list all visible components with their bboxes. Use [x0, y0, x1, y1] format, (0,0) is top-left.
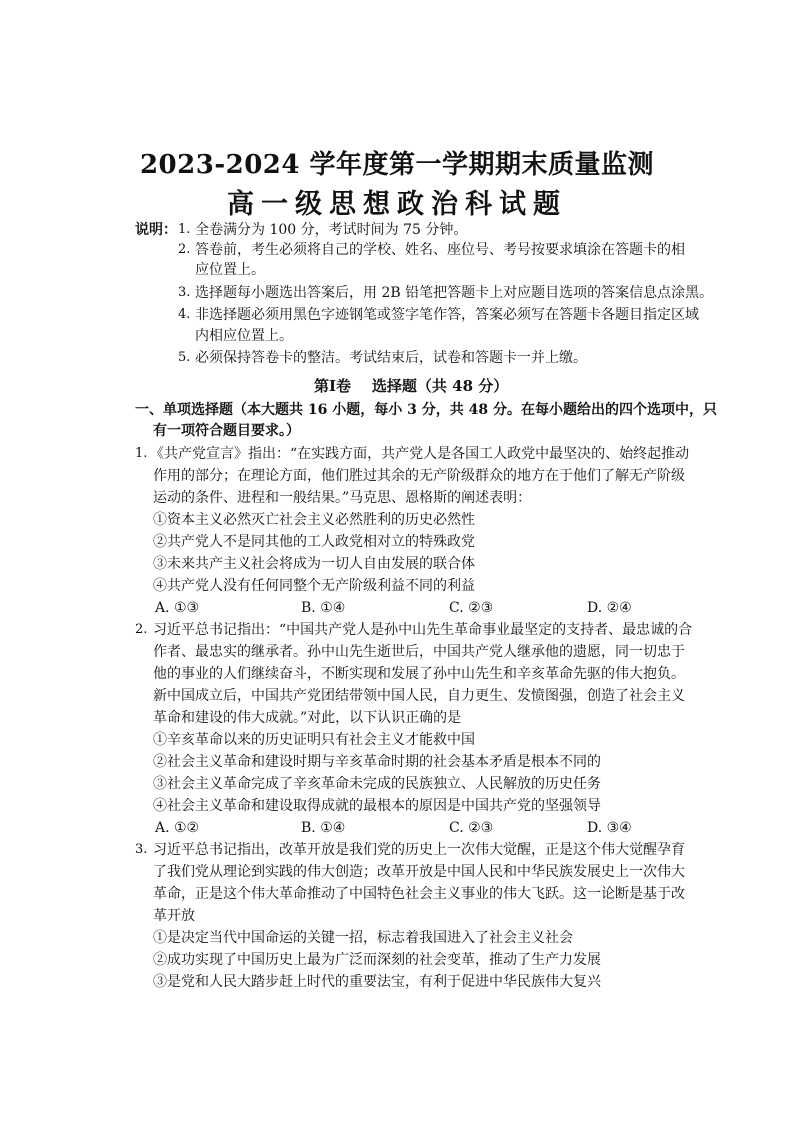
question-number: 1.	[135, 446, 148, 461]
statement: ①是决定当代中国命运的关键一招，标志着我国进入了社会主义社会	[153, 930, 573, 946]
statement: ②共产党人不是同其他的工人政党相对立的特殊政党	[153, 534, 475, 550]
option-d: D. ②④	[587, 600, 632, 616]
instruction-text: 必须保持答卷卡的整洁。考试结束后，试卷和答题卡一并上缴。	[195, 350, 587, 366]
question-text: 《共产党宣言》指出：“在实践方面，共产党人是各国工人政党中最坚决的、始终起推动	[150, 446, 690, 462]
question-number: 3.	[135, 842, 148, 857]
option-c: C. ②③	[449, 820, 494, 836]
option-b: B. ①④	[301, 600, 346, 616]
question-text: 他的事业的人们继续奋斗，不断实现和发展了孙中山先生和辛亥革命先驱的伟大抱负。	[153, 666, 685, 682]
instruction-text: 答卷前，考生必须将自己的学校、姓名、座位号、考号按要求填涂在答题卡的相	[195, 242, 685, 258]
option-b: B. ①④	[301, 820, 346, 836]
question-text: 习近平总书记指出，改革开放是我们党的历史上一次伟大觉醒，正是这个伟大觉醒孕育	[153, 842, 685, 858]
question-text: 习近平总书记指出：“中国共产党人是孙中山先生革命事业最坚定的支持者、最忠诚的合	[153, 622, 693, 638]
instruction-text: 应位置上。	[195, 262, 265, 278]
statement: ④社会主义革命和建设取得成就的最根本的原因是中国共产党的坚强领导	[153, 798, 601, 814]
statement: ③社会主义革命完成了辛亥革命未完成的民族独立、人民解放的历史任务	[153, 776, 601, 792]
statement: ②社会主义革命和建设时期与辛亥革命时期的社会基本矛盾是根本不同的	[153, 754, 601, 770]
question-text: 新中国成立后，中国共产党团结带领中国人民，自力更生、发愤图强，创造了社会主义	[153, 688, 685, 704]
question-text: 革命，正是这个伟大革命推动了中国特色社会主义事业的伟大飞跃。这一论断是基于改	[153, 886, 685, 902]
option-a: A. ①③	[155, 600, 200, 616]
instruction-text: 非选择题必须用黑色字迹钢笔或签字笔作答，答案必须写在答题卡各题目指定区域	[195, 307, 699, 323]
instruction-number: 4.	[178, 307, 191, 322]
question-text: 革开放	[153, 908, 195, 924]
page-title: 2023-2024 学年度第一学期期末质量监测	[139, 150, 655, 180]
statement: ③未来共产主义社会将成为一切人自由发展的联合体	[153, 556, 475, 572]
question-text: 作者、最忠实的继承者。孙中山先生逝世后，中国共产党人继承他的遗愿，同一切忠于	[153, 644, 685, 660]
instruction-text: 全卷满分为 100 分，考试时间为 75 分钟。	[195, 222, 468, 238]
part-instructions: 有一项符合题目要求。）	[153, 423, 300, 439]
statement: ①辛亥革命以来的历史证明只有社会主义才能救中国	[153, 732, 475, 748]
section-heading: 第Ⅰ卷 选择题（共 48 分）	[314, 377, 509, 395]
instruction-number: 5.	[178, 350, 191, 365]
question-text: 作用的部分；在理论方面，他们胜过其余的无产阶级群众的地方在于他们了解无产阶级	[153, 468, 685, 484]
statement: ②成功实现了中国历史上最为广泛而深刻的社会变革，推动了生产力发展	[153, 952, 601, 968]
statement: ④共产党人没有任何同整个无产阶级利益不同的利益	[153, 578, 475, 594]
statement: ③是党和人民大踏步赶上时代的重要法宝，有利于促进中华民族伟大复兴	[153, 974, 601, 990]
instruction-number: 1.	[178, 222, 191, 237]
page-subtitle: 高一级思想政治科试题	[227, 189, 567, 220]
option-d: D. ③④	[587, 820, 632, 836]
instruction-text: 内相应位置上。	[195, 328, 293, 344]
instruction-number: 3.	[178, 285, 191, 300]
question-text: 革命和建设的伟大成就。”对此，以下认识正确的是	[153, 710, 462, 726]
question-text: 了我们党从理论到实践的伟大创造；改革开放是中国人民和中华民族发展史上一次伟大	[153, 864, 685, 880]
instruction-number: 2.	[178, 242, 191, 257]
question-number: 2.	[135, 622, 148, 637]
option-c: C. ②③	[449, 600, 494, 616]
option-a: A. ①②	[155, 820, 200, 836]
part-instructions: 一、单项选择题（本大题共 16 小题，每小 3 分，共 48 分。在每小题给出的四个选项中，只	[135, 402, 717, 418]
question-text: 运动的条件、进程和一般结果。”马克思、恩格斯的阐述表明：	[153, 490, 532, 506]
instruction-text: 选择题每小题选出答案后，用 2B 铅笔把答题卡上对应题目选项的答案信息点涂黑。	[195, 285, 714, 301]
statement: ①资本主义必然灭亡社会主义必然胜利的历史必然性	[153, 512, 475, 528]
instructions-label: 说明：	[135, 222, 177, 238]
